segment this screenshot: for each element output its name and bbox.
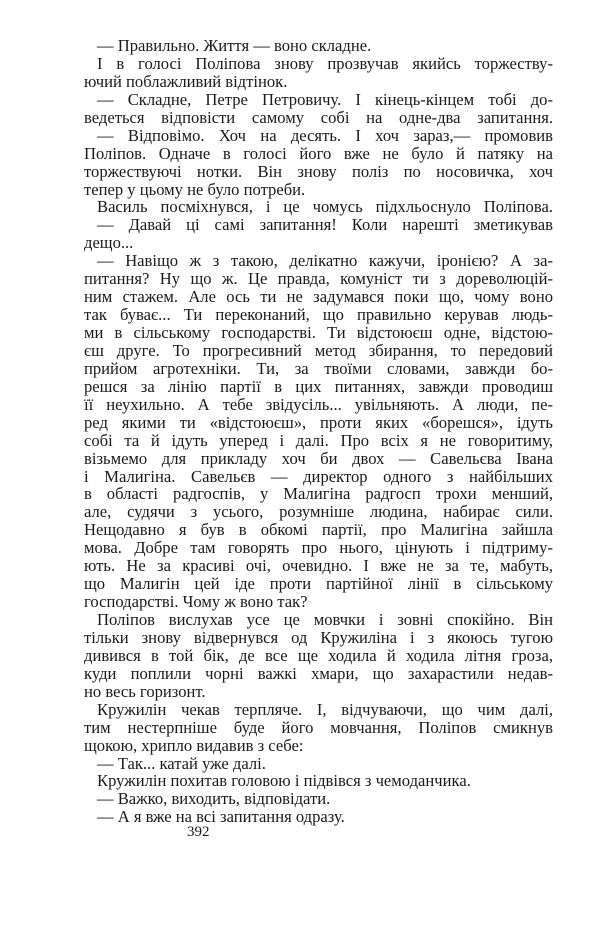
text-line: Поліпов. Одначе в голосі його вже не було й патяку на bbox=[84, 143, 553, 163]
text-line: — Правильно. Життя — воно складне. bbox=[97, 36, 372, 55]
text-line: — Важко, виходить, відповідати. bbox=[97, 789, 331, 809]
text-line: — А я вже на всі запитання одразу. bbox=[97, 807, 345, 827]
text-line: ним стажем. Але ось ти не задумався поки що, чому воно bbox=[84, 287, 553, 307]
text-line: питання? Ну що ж. Це правда, комуніст ти з дореволюцій- bbox=[84, 269, 553, 289]
text-line: що Малигін цей іде проти партійної лінії в сільському bbox=[84, 574, 553, 594]
text-line: — Так... катай уже далі. bbox=[97, 753, 266, 773]
text-line: Поліпов вислухав усе це мовчки і зовні спокійно. Він bbox=[97, 610, 553, 629]
text-line: собі та й ідуть уперед і далі. Про всіх я не говоритиму, bbox=[84, 430, 553, 450]
text-line: ми в сільському господарстві. Ти відстоюєш одне, відстою- bbox=[84, 323, 553, 342]
text-line: її неухильно. А тебе звідусіль... увільняють. А люди, пе- bbox=[84, 394, 553, 414]
text-line: Василь посміхнувся, і це чомусь підхльоснуло Поліпова. bbox=[97, 197, 553, 217]
text-line: — Складне, Петре Петровичу. І кінець-кінцем тобі до- bbox=[97, 89, 553, 109]
text-line: — Навіщо ж з такою, делікатно кажучи, іронією? А за- bbox=[97, 251, 553, 271]
text-line: мова. Добре там говорять про нього, цінують і підтриму- bbox=[84, 538, 553, 558]
text-line: дивився в той бік, де все ще ходила й ходила літня гроза, bbox=[84, 645, 553, 665]
text-line: ред якими ти «відстоюєш», проти яких «борешся», ідуть bbox=[84, 412, 553, 432]
text-line: но весь горизонт. bbox=[84, 681, 206, 701]
text-line: ючий поблажливий відтінок. bbox=[84, 71, 288, 91]
text-line: Кружилін чекав терпляче. І, відчуваючи, що чим далі, bbox=[97, 699, 553, 719]
text-line: — Давай ці самі запитання! Коли нарешті зметикував bbox=[97, 215, 553, 235]
text-line: тим нестерпніше буде його мовчання, Поліпов смикнув bbox=[84, 717, 553, 737]
text-line: ведеться відповісти самому собі на одне-два запитання. bbox=[84, 107, 553, 127]
book-page-text bbox=[84, 37, 553, 826]
text-line: І в голосі Поліпова знову прозвучав якийсь торжеству- bbox=[97, 53, 553, 73]
text-line: куди поплили чорні важкі хмари, що захарастили недав- bbox=[84, 663, 553, 683]
text-line: тільки знову відвернувся од Кружиліна і з якоюсь тугою bbox=[84, 627, 553, 647]
text-line: господарстві. Чому ж воно так? bbox=[84, 592, 308, 612]
text-line: — Відповімо. Хоч на десять. І хоч зараз,— промовив bbox=[97, 125, 553, 145]
text-line: решся за лінію партії в цих питаннях, завжди проводиш bbox=[84, 376, 553, 396]
text-line: так буває... Ти переконаний, що правильно керував людь- bbox=[84, 305, 553, 325]
text-line: візьмемо для прикладу хоч би двох — Савельєва Івана bbox=[84, 448, 553, 468]
text-line: Кружилін похитав головою і підвівся з чемоданчика. bbox=[97, 771, 471, 791]
text-line: тепер у цьому не було потреби. bbox=[84, 179, 306, 199]
text-line: Нещодавно я був в обкомі партії, про Малигіна зайшла bbox=[84, 520, 553, 540]
text-line: торжествуючі нотки. Він знову поліз по носовичка, хоч bbox=[84, 161, 553, 181]
page-number: 392 bbox=[187, 824, 210, 840]
text-line: в області радгоспів, у Малигіна радгосп трохи менший, bbox=[84, 484, 553, 504]
text-line: дещо... bbox=[84, 233, 134, 253]
text-line: і Малигіна. Савельєв — директор одного з найбільших bbox=[84, 466, 553, 486]
text-line: єш друге. То прогресивний метод збирання, то передовий bbox=[84, 340, 553, 360]
text-line: але, судячи з усього, розумніше людина, набирає сили. bbox=[84, 502, 553, 522]
text-line: ють. Не за красиві очі, очевидно. І вже не за те, мабуть, bbox=[84, 556, 553, 576]
text-line: прийом агротехніки. Ти, за твоїми словами, завжди бо- bbox=[84, 358, 553, 378]
text-line: щокою, хрипло видавив з себе: bbox=[84, 735, 304, 755]
